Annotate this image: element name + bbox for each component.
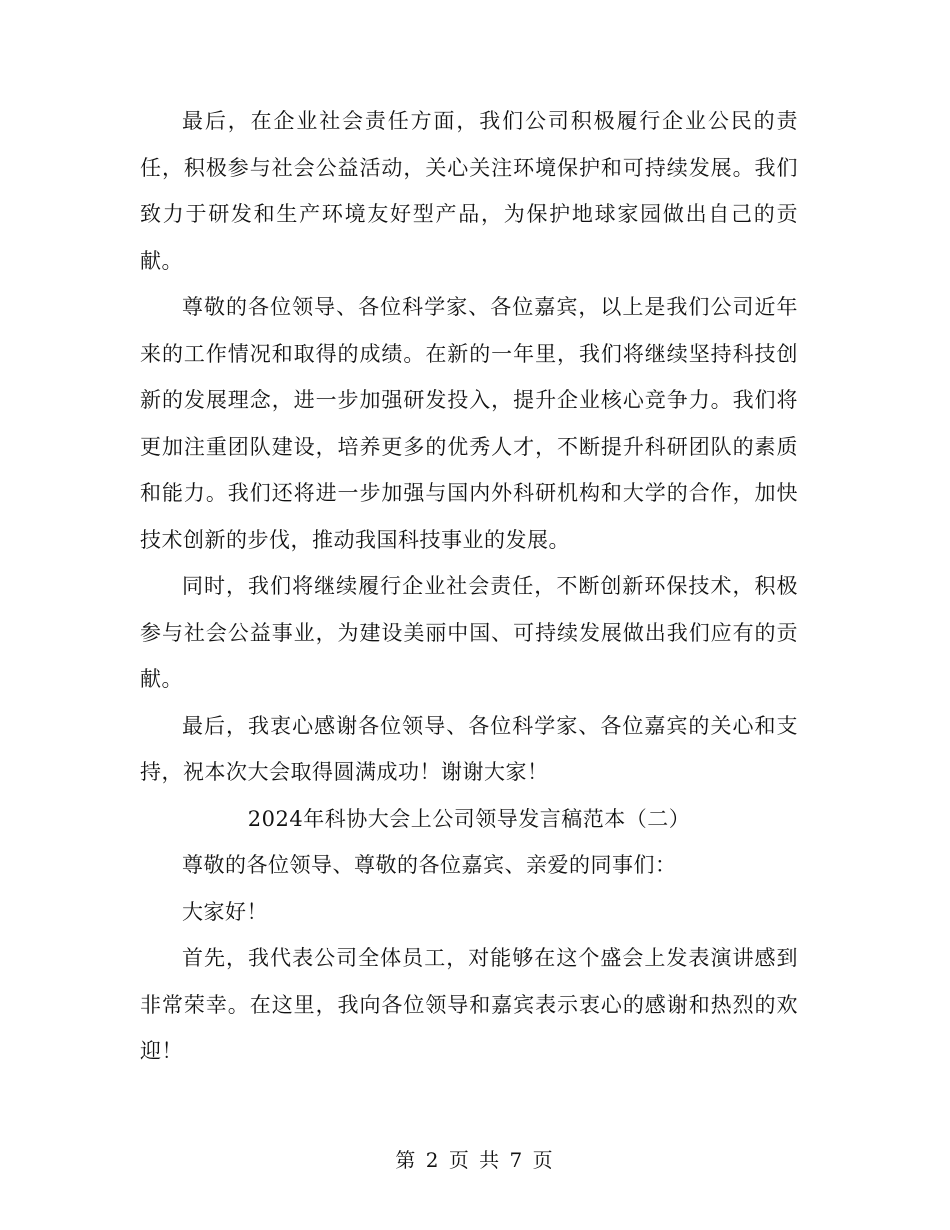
- paragraph: 首先，我代表公司全体员工，对能够在这个盛会上发表演讲感到非常荣幸。在这里，我向各位领导和嘉宾表示衷心的感谢和热烈的欢迎！: [140, 946, 798, 1063]
- paragraph: 同时，我们将继续履行企业社会责任，不断创新环保技术，积极参与社会公益事业，为建设美丽中国、可持续发展做出我们应有的贡献。: [140, 574, 798, 691]
- section-title: 2024年科协大会上公司领导发言稿范本（二）: [247, 806, 691, 831]
- paragraph: 最后，我衷心感谢各位领导、各位科学家、各位嘉宾的关心和支持，祝本次大会取得圆满成功！谢谢大家！: [140, 713, 798, 784]
- paragraph: 尊敬的各位领导、各位科学家、各位嘉宾，以上是我们公司近年来的工作情况和取得的成绩。在新的一年里，我们将继续坚持科技创新的发展理念，进一步加强研发投入，提升企业核心竞争力。我们将更加注重团队建设，培养更多的优秀人才，不断提升科研团队的素质和能力。我们还将进一步加强与国内外科研机构和大学的合作，加快技术创新的步伐，推动我国科技事业的发展。: [140, 295, 798, 552]
- page-number: 第 2 页 共 7 页: [395, 1148, 555, 1172]
- salutation: 尊敬的各位领导、尊敬的各位嘉宾、亲爱的同事们：: [182, 853, 677, 877]
- paragraph: 最后，在企业社会责任方面，我们公司积极履行企业公民的责任，积极参与社会公益活动，关心关注环境保护和可持续发展。我们致力于研发和生产环境友好型产品，为保护地球家园做出自己的贡献。: [140, 109, 798, 273]
- document-body: [140, 98, 798, 1075]
- greeting: 大家好！: [182, 899, 268, 924]
